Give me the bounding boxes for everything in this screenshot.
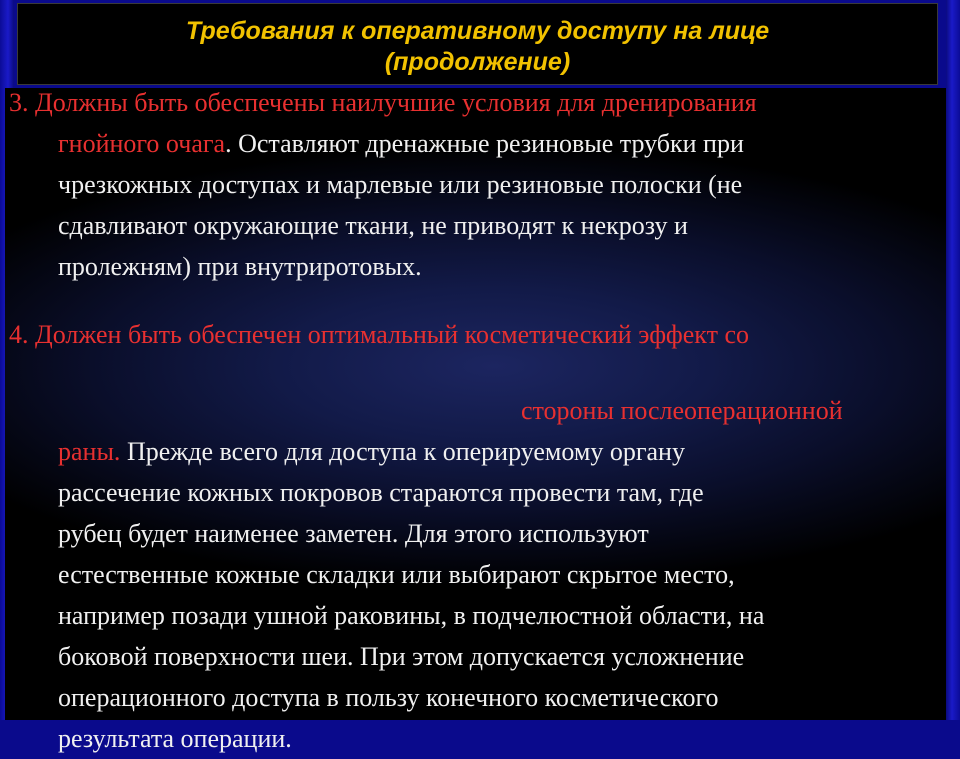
paragraph-4-line: боковой поверхности шеи. При этом допускается усложнение	[58, 642, 745, 671]
body-text: Прежде всего для доступа к оперируемому органу	[120, 437, 685, 466]
paragraph-3-line	[5, 123, 946, 164]
paragraph-4-line	[5, 314, 946, 355]
paragraph-4-continued	[5, 390, 946, 759]
slide-title-continued: (продолжение)	[384, 48, 571, 76]
paragraph-3-line	[5, 82, 946, 123]
highlight-text: 4. Должен быть обеспечен оптимальный косметический эффект со	[9, 320, 749, 349]
paragraph-4-line: рубец будет наименее заметен. Для этого используют	[58, 519, 649, 548]
paragraph-3-line: пролежням) при внутриротовых.	[58, 252, 422, 281]
highlight-text: 3. Должны быть обеспечены наилучшие условия для дренирования	[9, 88, 757, 117]
paragraph-4-line: например позади ушной раковины, в подчелюстной области, на	[58, 601, 765, 630]
slide-title: Требования к оперативному доступу на лице	[185, 17, 770, 45]
paragraph-4-line: рассечение кожных покровов стараются провести там, где	[58, 478, 704, 507]
title-box	[17, 3, 938, 85]
paragraph-3	[5, 82, 946, 287]
paragraph-4-line: естественные кожные складки или выбирают скрытое место,	[58, 560, 735, 589]
paragraph-4-line: операционного доступа в пользу конечного косметического	[58, 683, 719, 712]
paragraph-4-line	[5, 431, 946, 472]
highlight-text: гнойного очага	[58, 129, 226, 158]
paragraph-4-line	[5, 390, 946, 431]
paragraph-3-line: сдавливают окружающие ткани, не приводят к некрозу и	[58, 211, 688, 240]
paragraph-4-line: результата операции.	[58, 724, 292, 753]
body-text: . Оставляют дренажные резиновые трубки при	[225, 129, 744, 158]
highlight-text: раны.	[58, 437, 121, 466]
paragraph-3-line: чрезкожных доступах и марлевые или резиновые полоски (не	[58, 170, 743, 199]
highlight-text: стороны послеоперационной	[521, 396, 843, 425]
content-panel	[5, 88, 946, 753]
paragraph-4	[5, 314, 946, 355]
